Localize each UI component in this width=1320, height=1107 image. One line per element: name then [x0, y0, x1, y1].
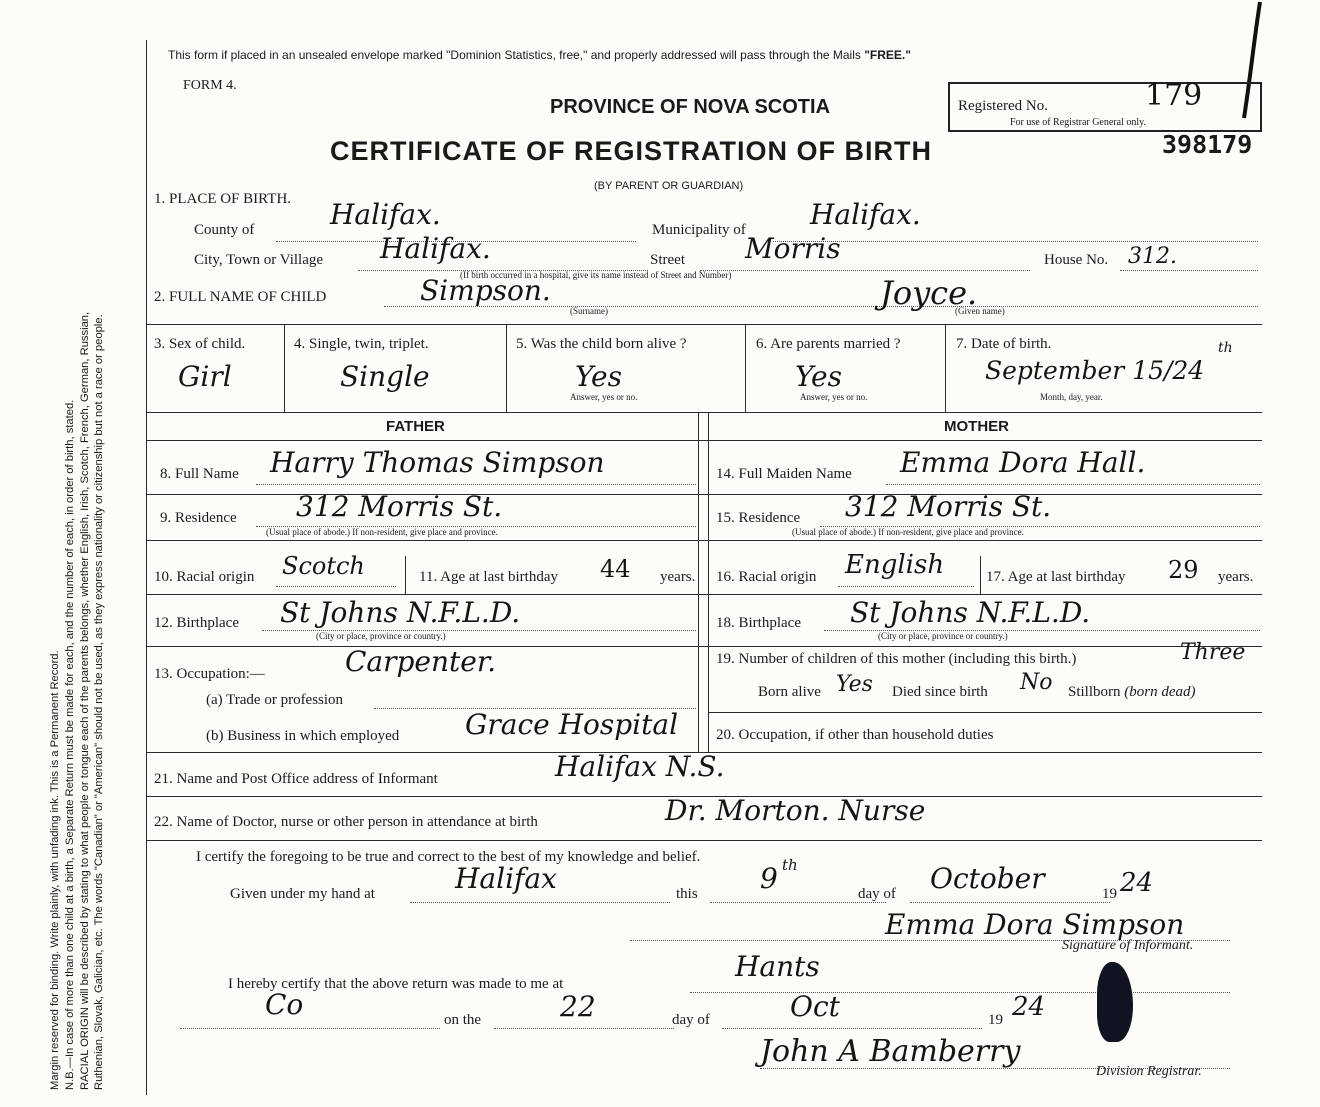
mail-free: "FREE.": [864, 48, 911, 62]
registrar-signature-label: Division Registrar.: [1096, 1064, 1202, 1079]
father-heading: FATHER: [386, 418, 445, 435]
father-business-label: (b) Business in which employed: [206, 728, 400, 744]
given-day-value: 9: [760, 862, 778, 895]
house-number-label: House No.: [1044, 252, 1109, 268]
registrar-on-the-label: on the: [444, 1012, 482, 1028]
rule-row-22: [146, 840, 1262, 841]
plurality-label: 4. Single, twin, triplet.: [294, 336, 429, 352]
father-birthplace-value: St Johns N.F.L.D.: [280, 596, 521, 629]
registrar-year-prefix: 19: [988, 1012, 1003, 1028]
municipality-value: Halifax.: [810, 198, 921, 231]
mother-age-unit: years.: [1218, 569, 1254, 585]
rule-child-col1: [284, 324, 285, 412]
mother-occupation-label: 20. Occupation, if other than household duties: [716, 727, 994, 743]
given-name-note: (Given name): [955, 306, 1005, 316]
house-number-line: [1120, 270, 1258, 271]
informant-signature: Emma Dora Simpson: [885, 908, 1185, 941]
this-label: this: [676, 886, 698, 902]
mother-residence-value: 312 Morris St.: [845, 490, 1052, 523]
registered-note: For use of Registrar General only.: [1010, 117, 1146, 128]
parents-married-value: Yes: [795, 360, 842, 393]
registered-value: 179: [1145, 78, 1203, 113]
rule-heading-bottom: [146, 440, 1262, 441]
given-year-prefix: 19: [1102, 886, 1117, 902]
died-since-birth-value: No: [1020, 670, 1053, 695]
father-age-label: 11. Age at last birthday: [419, 569, 558, 585]
mail-notice: This form if placed in an unsealed envelope marked "Dominion Statistics, free," and properly addressed will pass through the Mails "FREE.": [168, 48, 911, 62]
attendant-label: 22. Name of Doctor, nurse or other person in attendance at birth: [154, 814, 538, 830]
mother-birthplace-value: St Johns N.F.L.D.: [850, 596, 1091, 629]
father-trade-label: (a) Trade or profession: [206, 692, 344, 708]
father-residence-value: 312 Morris St.: [296, 490, 503, 523]
registrar-day-line: [494, 1028, 674, 1029]
mother-age-value: 29: [1168, 556, 1199, 584]
municipality-line: [773, 241, 1258, 242]
rule-child-col4: [945, 324, 946, 412]
father-name-label: 8. Full Name: [160, 466, 239, 482]
registrar-place-cont-line: [180, 1028, 440, 1029]
sex-value: Girl: [178, 360, 232, 393]
child-surname-value: Simpson.: [420, 274, 551, 307]
margin-note-4: Ruthenian, Slovak, Galician, etc. The words "Canadian" or "American" should not be used, as they express nationality or citizenship but not a race or people.: [93, 314, 106, 1090]
registrar-place-cont: Co: [265, 988, 304, 1021]
ink-blot: [1097, 962, 1133, 1042]
born-alive-note: Answer, yes or no.: [570, 392, 638, 402]
registrar-day-value: 22: [560, 990, 596, 1023]
given-month-value: October: [930, 862, 1045, 895]
mother-residence-note: (Usual place of abode.) If non-resident, give place and province.: [792, 527, 1024, 537]
margin-note-1: Margin reserved for binding. Write plainly, with unfading ink. This is a Permanent Record.: [49, 650, 61, 1090]
given-place-value: Halifax: [455, 862, 557, 895]
stillborn-label: Stillborn (born dead): [1068, 684, 1196, 700]
father-occupation-label: 13. Occupation:—: [154, 666, 265, 682]
province-heading: PROVINCE OF NOVA SCOTIA: [550, 96, 831, 118]
father-business-value: Grace Hospital: [465, 708, 679, 741]
mother-racial-value: English: [845, 550, 945, 580]
father-name-value: Harry Thomas Simpson: [270, 446, 605, 479]
registrar-statement: I hereby certify that the above return was made to me at: [228, 976, 564, 992]
died-since-birth-label: Died since birth: [892, 684, 988, 700]
registrar-signature: John A Bamberry: [760, 1034, 1021, 1069]
page-subtitle: (BY PARENT OR GUARDIAN): [594, 180, 744, 192]
rule-row-19: [708, 712, 1262, 713]
page-title: CERTIFICATE OF REGISTRATION OF BIRTH: [330, 136, 932, 166]
rule-row-9: [146, 540, 1262, 541]
mother-racial-line: [838, 586, 974, 587]
municipality-label: Municipality of: [652, 222, 746, 238]
rule-father-age-sep: [405, 556, 406, 594]
form-number: FORM 4.: [183, 78, 237, 93]
father-birthplace-note: (City or place, province or country.): [316, 631, 446, 641]
margin-note-2: N.B.—In case of more than one child at a birth, a Separate Return must be made for each, and the number of each, in order of birth, stated.: [63, 399, 76, 1090]
street-value: Morris: [745, 232, 841, 265]
city-label: City, Town or Village: [194, 252, 324, 268]
house-number-value: 312.: [1128, 244, 1177, 269]
father-name-line: [256, 484, 696, 485]
dob-ordinal: th: [1218, 340, 1233, 356]
given-day-ordinal: th: [782, 856, 798, 874]
rule-mother-age-sep: [980, 556, 981, 594]
dob-note: Month, day, year.: [1040, 392, 1103, 402]
mother-residence-label: 15. Residence: [716, 510, 801, 526]
informant-value: Halifax N.S.: [555, 750, 725, 783]
surname-note: (Surname): [570, 306, 608, 316]
county-value: Halifax.: [330, 198, 441, 231]
place-of-birth-label: 1. PLACE OF BIRTH.: [154, 191, 292, 207]
rule-row-12: [146, 646, 1262, 647]
margin-note-3: RACIAL ORIGIN will be described by stating to what people or tongue each of the parents belongs, whether English, Irish, Scotch, French, German, Russian,: [78, 311, 91, 1090]
rule-row-10: [146, 594, 1262, 595]
mother-racial-label: 16. Racial origin: [716, 569, 817, 585]
county-label: County of: [194, 222, 255, 238]
dob-label: 7. Date of birth.: [956, 336, 1052, 352]
rule-parents-divider-2: [708, 412, 709, 752]
certification-statement: I certify the foregoing to be true and correct to the best of my knowledge and belief.: [196, 849, 701, 865]
mother-name-value: Emma Dora Hall.: [900, 446, 1146, 479]
street-label: Street: [650, 252, 685, 268]
dob-value: September 15/24: [985, 356, 1205, 385]
mother-name-label: 14. Full Maiden Name: [716, 466, 852, 482]
given-month-line: [910, 902, 1110, 903]
mother-name-line: [886, 484, 1260, 485]
father-residence-note: (Usual place of abode.) If non-resident, give place and province.: [266, 527, 498, 537]
street-line: [700, 270, 1030, 271]
mother-children-value: Three: [1180, 640, 1246, 665]
form-left-border: [146, 40, 147, 1095]
registrar-day-of-label: day of: [672, 1012, 710, 1028]
parents-married-note: Answer, yes or no.: [800, 392, 868, 402]
registrar-month-value: Oct: [790, 990, 840, 1023]
born-alive-count-label: Born alive: [758, 684, 821, 700]
father-racial-label: 10. Racial origin: [154, 569, 255, 585]
attendant-value: Dr. Morton. Nurse: [665, 794, 926, 827]
mother-age-label: 17. Age at last birthday: [986, 569, 1126, 585]
born-alive-count-value: Yes: [836, 672, 873, 697]
margin-notes: [48, 30, 148, 1090]
father-racial-value: Scotch: [282, 552, 365, 580]
sex-label: 3. Sex of child.: [154, 336, 246, 352]
father-residence-label: 9. Residence: [160, 510, 237, 526]
plurality-value: Single: [340, 360, 430, 393]
registrar-place-line: [690, 992, 1230, 993]
registered-label: Registered No.: [958, 98, 1048, 114]
given-place-line: [410, 902, 670, 903]
mother-birthplace-label: 18. Birthplace: [716, 615, 801, 631]
rule-child-col2: [506, 324, 507, 412]
stillborn-note: (born dead): [1124, 684, 1196, 700]
day-of-label: day of: [858, 886, 896, 902]
registrar-place-value: Hants: [735, 950, 820, 983]
registered-number-box: [948, 78, 1262, 132]
mother-heading: MOTHER: [944, 418, 1009, 435]
stamp-number: 398179: [1162, 130, 1253, 159]
parents-married-label: 6. Are parents married ?: [756, 336, 901, 352]
child-name-label: 2. FULL NAME OF CHILD: [154, 289, 327, 305]
father-birthplace-label: 12. Birthplace: [154, 615, 239, 631]
father-age-value: 44: [600, 555, 631, 583]
father-age-unit: years.: [660, 569, 696, 585]
rule-child-top: [146, 324, 1262, 325]
city-value: Halifax.: [380, 232, 491, 265]
child-given-name-value: Joyce.: [880, 274, 978, 312]
born-alive-value: Yes: [575, 360, 622, 393]
father-racial-line: [276, 586, 396, 587]
registrar-month-line: [722, 1028, 982, 1029]
rule-child-bottom: [146, 412, 1262, 413]
mother-children-label: 19. Number of children of this mother (including this birth.): [716, 651, 1077, 667]
mother-birthplace-note: (City or place, province or country.): [878, 631, 1008, 641]
registrar-year-value: 24: [1012, 992, 1046, 1022]
informant-signature-label: Signature of Informant.: [1062, 938, 1194, 953]
rule-child-col3: [745, 324, 746, 412]
informant-label: 21. Name and Post Office address of Informant: [154, 771, 438, 787]
father-occupation-value: Carpenter.: [345, 645, 497, 678]
given-year-value: 24: [1120, 868, 1154, 898]
born-alive-label: 5. Was the child born alive ?: [516, 336, 687, 352]
rule-parents-divider: [698, 412, 699, 752]
given-under-label: Given under my hand at: [230, 886, 375, 902]
hospital-note: (If birth occurred in a hospital, give its name instead of Street and Number): [460, 270, 732, 280]
